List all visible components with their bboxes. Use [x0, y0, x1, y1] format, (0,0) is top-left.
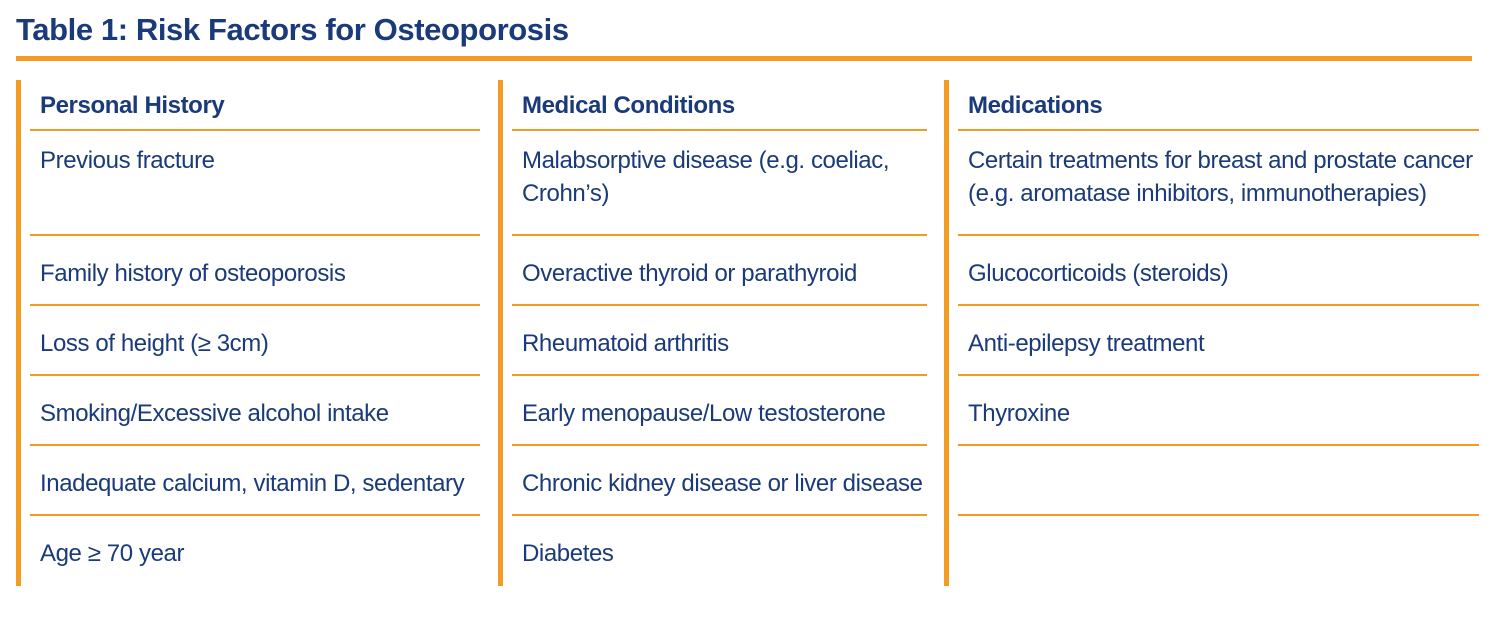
table-cell: Malabsorptive disease (e.g. coeliac, Crohn’s): [512, 131, 927, 236]
table-cell: Early menopause/Low testosterone: [512, 376, 927, 446]
column-personal-history: [16, 80, 480, 586]
column-header-medications: Medications: [958, 80, 1479, 131]
table-cell: Certain treatments for breast and prostate cancer (e.g. aromatase inhibitors, immunotherapies): [958, 131, 1479, 236]
column-header-medical-conditions: Medical Conditions: [512, 80, 927, 131]
column-medications: [944, 80, 1479, 586]
table-cell-empty: [958, 446, 1479, 516]
table-cell-empty: [958, 516, 1479, 586]
table-cell: Family history of osteoporosis: [30, 236, 480, 306]
table-cell: Diabetes: [522, 540, 614, 567]
title-underline: [16, 56, 1472, 61]
table-cell: Age ≥ 70 year: [40, 540, 185, 567]
table-cell: Inadequate calcium, vitamin D, sedentary: [30, 446, 480, 516]
column-header-personal-history: Personal History: [30, 80, 480, 131]
table-cell: Loss of height (≥ 3cm): [30, 306, 480, 376]
table-title: Table 1: Risk Factors for Osteoporosis: [16, 12, 569, 47]
column-medical-conditions: [498, 80, 927, 586]
table-cell: Previous fracture: [30, 131, 480, 236]
table-cell: Rheumatoid arthritis: [512, 306, 927, 376]
table-cell: Anti-epilepsy treatment: [958, 306, 1479, 376]
table-cell: Chronic kidney disease or liver disease: [512, 446, 927, 516]
table-cell: Smoking/Excessive alcohol intake: [30, 376, 480, 446]
table-cell: Thyroxine: [958, 376, 1479, 446]
table-cell: Glucocorticoids (steroids): [958, 236, 1479, 306]
table-cell: Overactive thyroid or parathyroid: [512, 236, 927, 306]
